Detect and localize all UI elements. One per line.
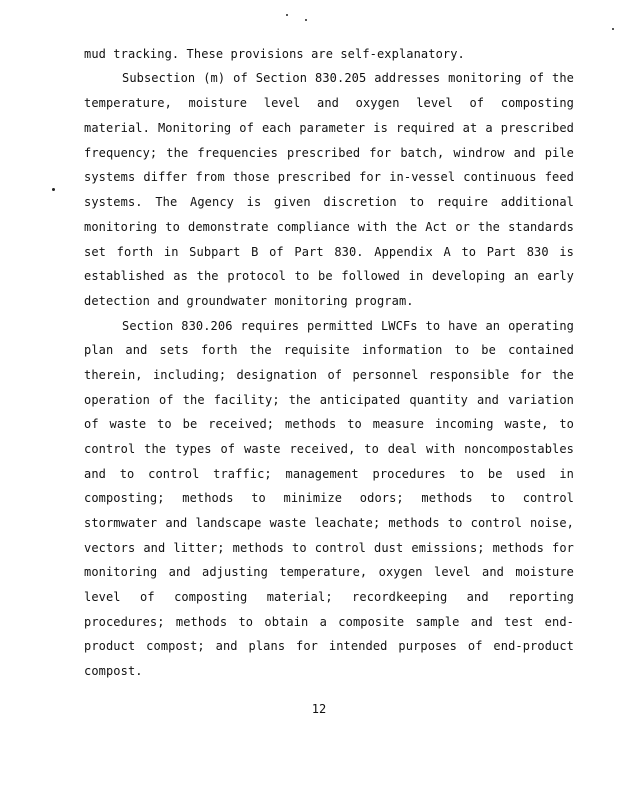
body-text-line: monitoring to demonstrate compliance with the Act or the standards [84,220,574,234]
body-text-line: material. Monitoring of each parameter is required at a prescribed [84,121,574,135]
body-text-line: stormwater and landscape waste leachate; methods to control noise, [84,516,574,530]
body-text-line: systems differ from those prescribed for in-vessel continuous feed [84,170,574,184]
body-text-line: operation of the facility; the anticipated quantity and variation [84,393,574,407]
scan-speck [286,14,288,16]
body-text-line: product compost; and plans for intended purposes of end-product [84,639,574,653]
body-text-line: mud tracking. These provisions are self-explanatory. [84,47,465,61]
body-text-line: therein, including; designation of personnel responsible for the [84,368,574,382]
body-text-line: systems. The Agency is given discretion to require additional [84,195,574,209]
body-text-line: vectors and litter; methods to control dust emissions; methods for [84,541,574,555]
body-text-line: procedures; methods to obtain a composite sample and test end- [84,615,574,629]
body-text-line: detection and groundwater monitoring program. [84,294,414,308]
scan-speck [52,188,55,191]
body-text-line: set forth in Subpart B of Part 830. Appendix A to Part 830 is [84,245,574,259]
body-text-line: Section 830.206 requires permitted LWCFs to have an operating [122,319,574,333]
scan-speck [305,19,307,21]
body-text-line: of waste to be received; methods to measure incoming waste, to [84,417,574,431]
body-text-line: compost. [84,664,143,678]
page-number: 12 [311,702,327,716]
body-text-line: monitoring and adjusting temperature, oxygen level and moisture [84,565,574,579]
body-text-line: Subsection (m) of Section 830.205 addresses monitoring of the [122,71,574,85]
body-text-line: and to control traffic; management procedures to be used in [84,467,574,481]
body-text-line: frequency; the frequencies prescribed for batch, windrow and pile [84,146,574,160]
scan-speck [612,28,614,30]
body-text-line: temperature, moisture level and oxygen level of composting [84,96,574,110]
body-text-line: level of composting material; recordkeeping and reporting [84,590,574,604]
body-text-line: composting; methods to minimize odors; methods to control [84,491,574,505]
body-text-line: established as the protocol to be followed in developing an early [84,269,574,283]
body-text-line: control the types of waste received, to deal with noncompostables [84,442,574,456]
body-text-line: plan and sets forth the requisite information to be contained [84,343,574,357]
